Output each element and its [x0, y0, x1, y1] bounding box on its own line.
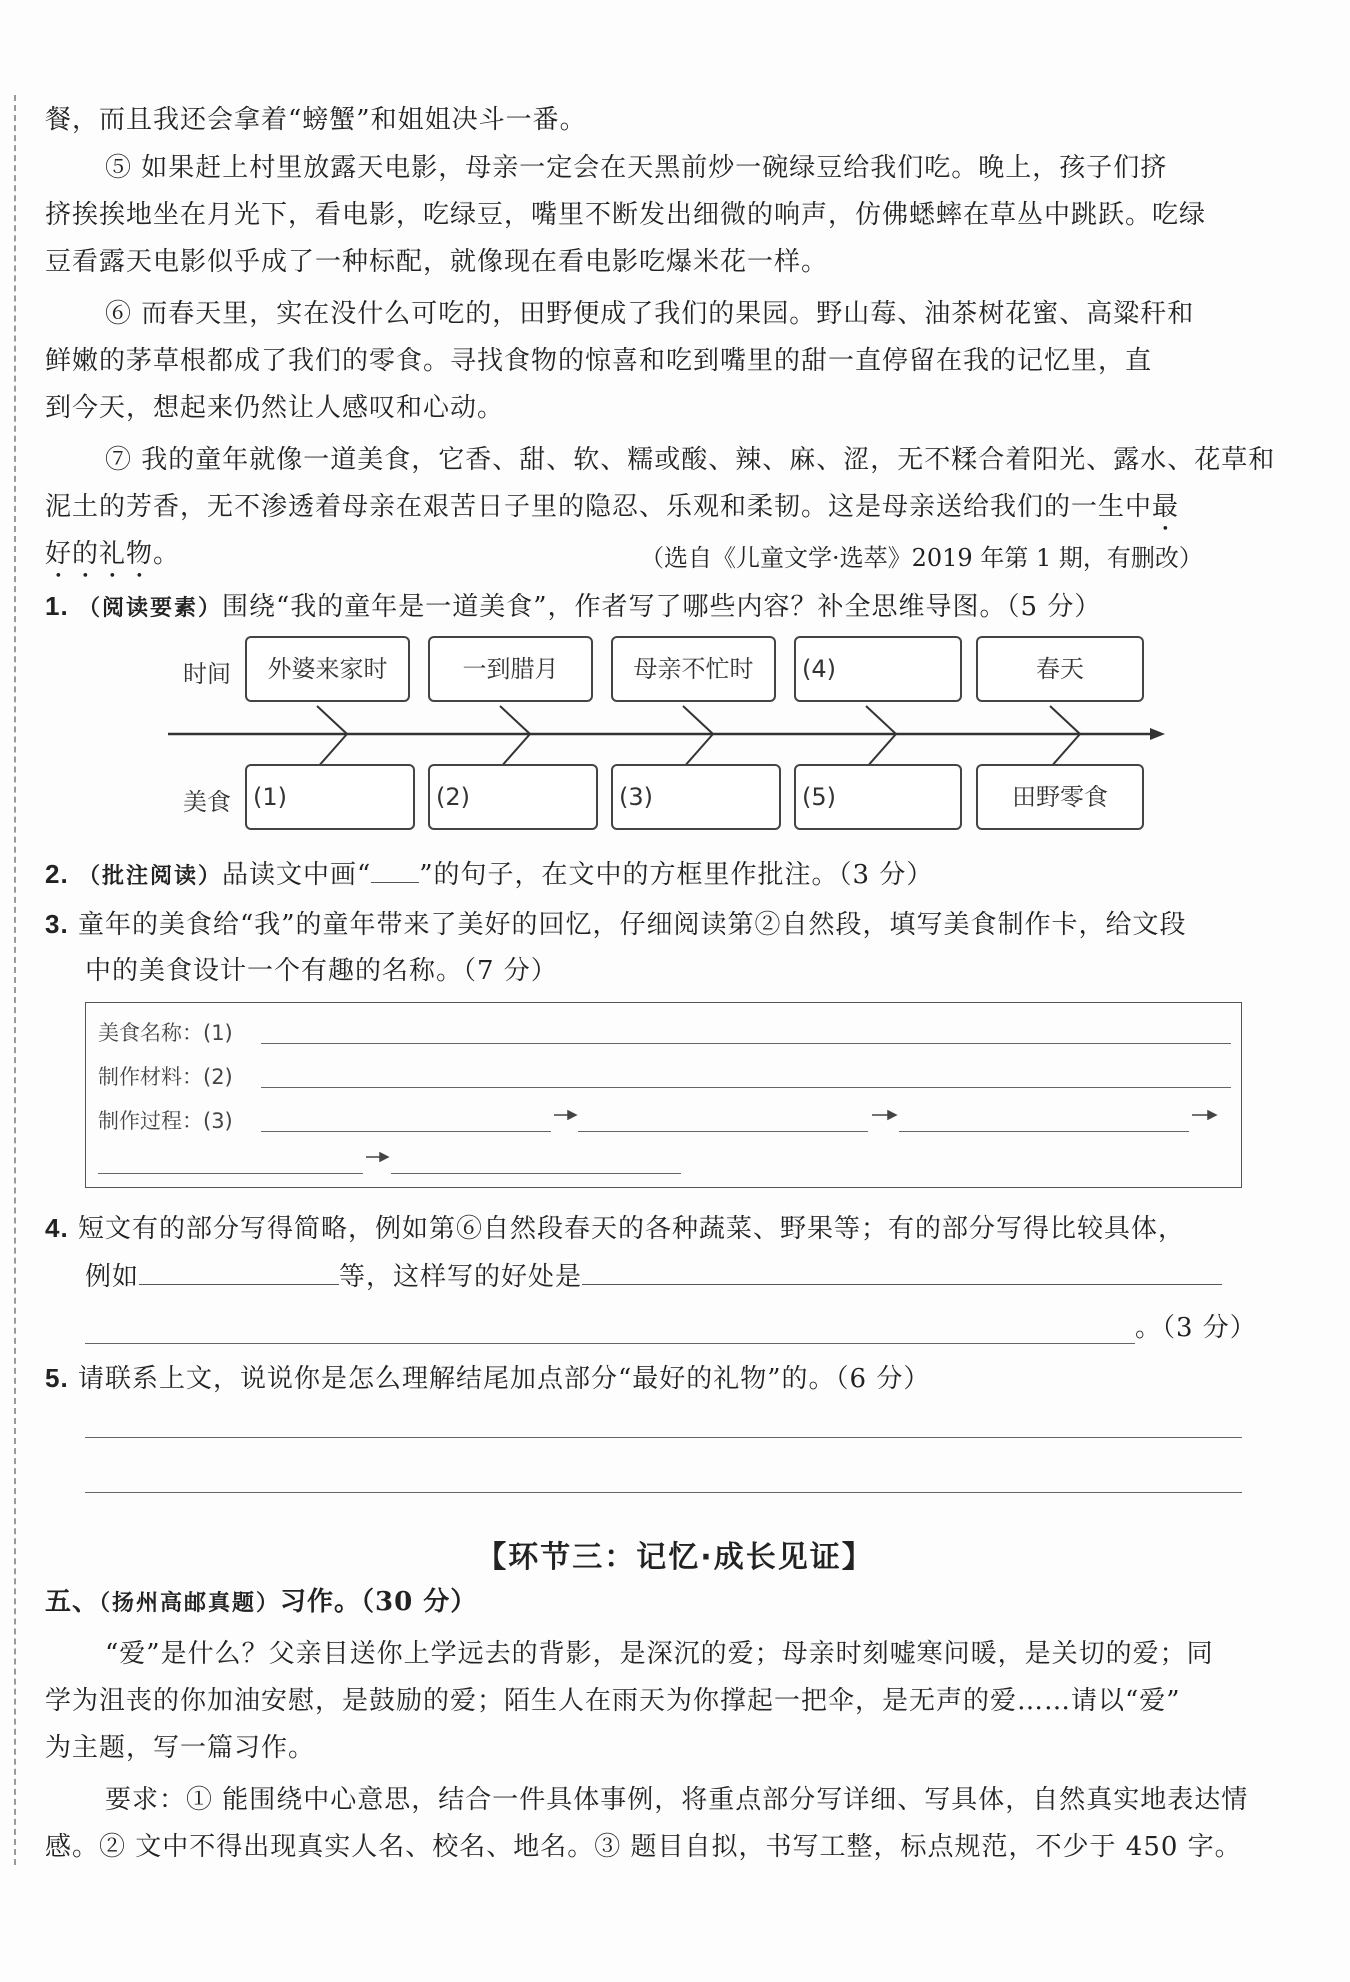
time-box-blank[interactable]: (4) [794, 636, 962, 702]
source-citation: （选自《儿童文学·选萃》2019 年第 1 期，有删改） [640, 544, 1203, 572]
composition-prompt-line-1: “爱”是什么？父亲目送你上学远去的背影，是深沉的爱；母亲时刻嘘寒问暖，是关切的爱；同 [105, 1639, 1214, 1669]
recipe-card [85, 1002, 1242, 1188]
paragraph-6-line-3: 到今天，想起来仍然让人感叹和心动。 [45, 393, 505, 423]
paragraph-7-line-1: ⑦ 我的童年就像一道美食，它香、甜、软、糯或酸、辣、麻、涩，无不糅合着阳光、露水、花草和 [105, 445, 1276, 475]
paragraph-6-line-2: 鲜嫩的茅草根都成了我们的零食。寻找食物的惊喜和吃到嘴里的甜一直停留在我的记忆里，直 [45, 346, 1153, 376]
card-name-label: 美食名称：(1) [98, 1021, 233, 1045]
composition-requirements-line-2: 感。② 文中不得出现真实人名、校名、地名。③ 题目自拟，书写工整，标点规范，不少于 450 字。 [45, 1832, 1242, 1862]
dotted-emphasis: 好的礼物 [45, 539, 154, 569]
time-box: 外婆来家时 [245, 636, 410, 702]
composition-prompt-line-3: 为主题，写一篇习作。 [45, 1733, 316, 1763]
food-box-blank[interactable]: (3) [611, 764, 781, 830]
paragraph-7-line-3: 好的礼物。 [45, 539, 181, 569]
answer-blank[interactable] [582, 1258, 1222, 1285]
question-4-line-1: 4. 短文有的部分写得简略，例如第⑥自然段春天的各种蔬菜、野果等；有的部分写得比较具体， [45, 1213, 1185, 1244]
food-box-blank[interactable]: (1) [245, 764, 415, 830]
passage-line: 餐，而且我还会拿着“螃蟹”和姐姐决斗一番。 [45, 105, 587, 135]
food-box: 田野零食 [976, 764, 1144, 830]
food-label: 美食 [183, 788, 231, 816]
question-3-line-1: 3. 童年的美食给“我”的童年带来了美好的回忆，仔细阅读第②自然段，填写美食制作卡，给文段 [45, 909, 1187, 940]
process-arrows [86, 1003, 1243, 1189]
paragraph-5-line-3: 豆看露天电影似乎成了一种标配，就像现在看电影吃爆米花一样。 [45, 247, 829, 277]
card-process-label: 制作过程：(3) [98, 1109, 233, 1133]
question-2: 2. （批注阅读）品读文中画“ ”的句子，在文中的方框里作批注。（3 分） [45, 859, 934, 890]
food-box-blank[interactable]: (5) [794, 764, 962, 830]
question-1: 1. （阅读要素）围绕“我的童年是一道美食”，作者写了哪些内容？补全思维导图。（5 分） [45, 591, 1102, 622]
card-material-label: 制作材料：(2) [98, 1065, 233, 1089]
answer-line[interactable] [85, 1343, 1135, 1344]
paragraph-6-line-1: ⑥ 而春天里，实在没什么可吃的，田野便成了我们的果园。野山莓、油茶树花蜜、高粱秆和 [105, 299, 1195, 329]
composition-prompt-line-2: 学为沮丧的你加油安慰，是鼓励的爱；陌生人在雨天为你撑起一把伞，是无声的爱……请以“爱” [45, 1686, 1181, 1716]
paragraph-7-line-2: 泥土的芳香，无不渗透着母亲在艰苦日子里的隐忍、乐观和柔韧。这是母亲送给我们的一生中最 [45, 492, 1180, 522]
question-3-line-2: 中的美食设计一个有趣的名称。（7 分） [85, 956, 558, 986]
question-tag: （扬州高邮真题） [99, 1590, 281, 1616]
binding-margin-line [14, 95, 16, 1865]
answer-line[interactable] [85, 1492, 1242, 1493]
composition-heading: 五、（扬州高邮真题）习作。（30 分） [45, 1587, 478, 1617]
paragraph-5-line-1: ⑤ 如果赶上村里放露天电影，母亲一定会在天黑前炒一碗绿豆给我们吃。晚上，孩子们挤 [105, 153, 1168, 183]
question-4-score: 。（3 分） [1135, 1313, 1257, 1343]
question-5: 5. 请联系上文，说说你是怎么理解结尾加点部分“最好的礼物”的。（6 分） [45, 1363, 931, 1394]
food-box-blank[interactable]: (2) [428, 764, 598, 830]
answer-blank[interactable] [139, 1258, 339, 1285]
section-title: 【环节三：记忆·成长见证】 [476, 1540, 874, 1575]
time-box: 春天 [976, 636, 1144, 702]
time-label: 时间 [183, 660, 231, 688]
question-tag: （阅读要素） [77, 595, 222, 621]
answer-line[interactable] [85, 1437, 1242, 1438]
time-box: 一到腊月 [428, 636, 593, 702]
question-4-line-2: 例如 等，这样写的好处是 [45, 1258, 1245, 1295]
dotted-emphasis: 最 [1152, 492, 1180, 522]
composition-requirements-line-1: 要求：① 能围绕中心意思，结合一件具体事例，将重点部分写详细、写具体，自然真实地表达情 [105, 1785, 1249, 1815]
question-tag: （批注阅读） [77, 863, 222, 889]
time-box: 母亲不忙时 [611, 636, 776, 702]
paragraph-5-line-2: 挤挨挨地坐在月光下，看电影，吃绿豆，嘴里不断发出细微的响声，仿佛蟋蟀在草丛中跳跃。吃绿 [45, 200, 1207, 230]
